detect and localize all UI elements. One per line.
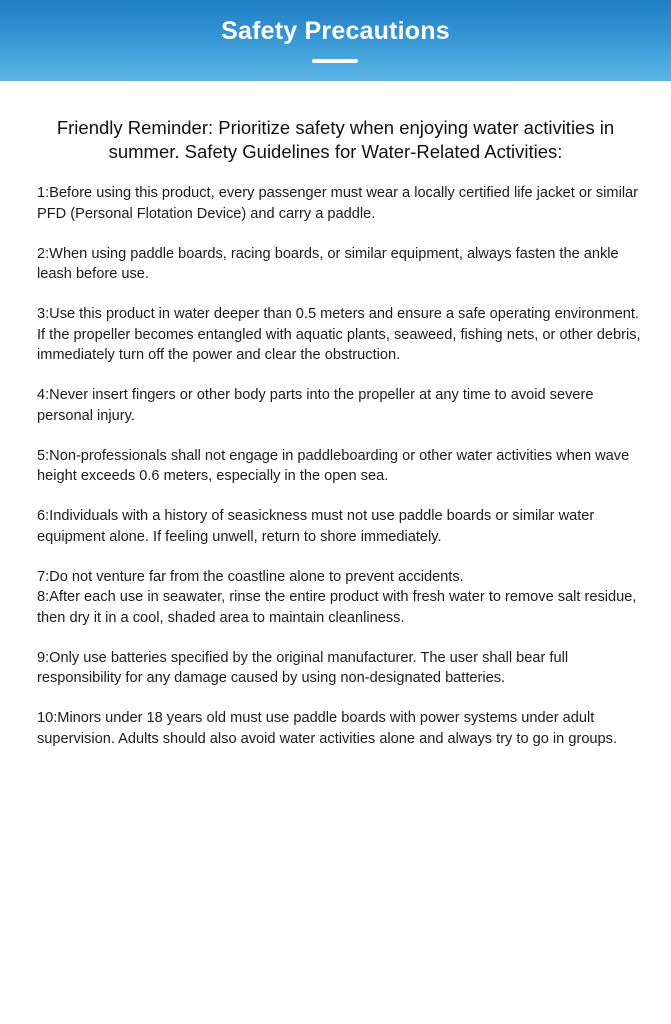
friendly-reminder-intro: Friendly Reminder: Prioritize safety when enjoying water activities in summer. Safety Guidelines for Water-Related Activities: [56, 117, 615, 162]
guideline-item-10: 10:Minors under 18 years old must use paddle boards with power systems under adult supervision. Adults should also avoid water activities alone and always try to go in groups. [37, 710, 618, 747]
guideline-item-7: 7:Do not venture far from the coastline alone to prevent accidents. [37, 568, 464, 585]
safety-guidelines-list [37, 183, 647, 769]
page-title: Safety Precautions [221, 17, 450, 45]
header-banner [0, 0, 671, 81]
guideline-item-4: 4:Never insert fingers or other body parts into the propeller at any time to avoid severe personal injury. [37, 387, 594, 424]
guideline-item-3: 3:Use this product in water deeper than 0.5 meters and ensure a safe operating environment. If the propeller becomes entangled with aquatic plants, seaweed, fishing nets, or other debris, immediately turn off the power and clear the obstruction. [37, 306, 641, 363]
title-underline [312, 59, 358, 63]
guideline-item-8: 8:After each use in seawater, rinse the entire product with fresh water to remove salt residue, then dry it in a cool, shaded area to maintain cleanliness. [37, 589, 637, 626]
guideline-item-1: 1:Before using this product, every passenger must wear a locally certified life jacket or similar PFD (Personal Flotation Device) and carry a paddle. [37, 185, 639, 222]
guideline-item-9: 9:Only use batteries specified by the original manufacturer. The user shall bear full responsibility for any damage caused by using non-designated batteries. [37, 649, 569, 686]
guideline-item-6: 6:Individuals with a history of seasickness must not use paddle boards or similar water equipment alone. If feeling unwell, return to shore immediately. [37, 508, 595, 545]
guideline-item-2: 2:When using paddle boards, racing boards, or similar equipment, always fasten the ankle leash before use. [37, 245, 619, 282]
guideline-item-5: 5:Non-professionals shall not engage in paddleboarding or other water activities when wave height exceeds 0.6 meters, especially in the open sea. [37, 447, 630, 484]
